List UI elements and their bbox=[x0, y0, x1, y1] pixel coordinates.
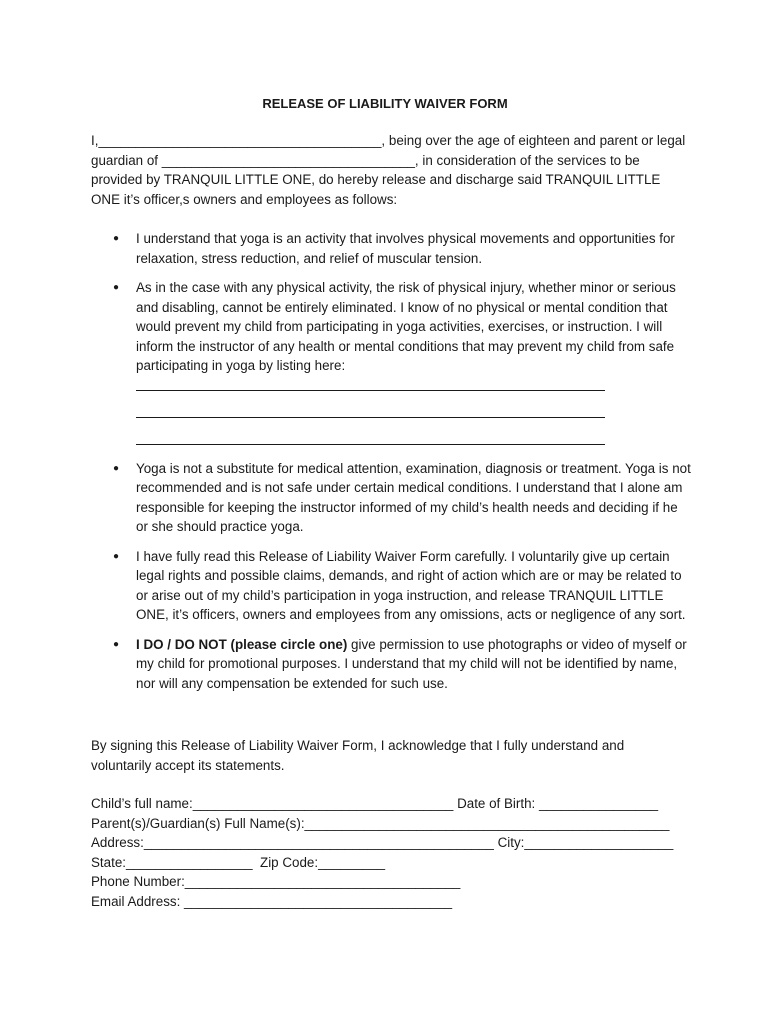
conditions-line[interactable] bbox=[136, 444, 605, 445]
term-text: As in the case with any physical activity, the risk of physical injury, whether minor or serious and disabling, cannot be entirely eliminated. I know of no physical or mental condition that would prevent my child from participating in yoga activities, exercises, or instruction. I will inform the instructor of any health or mental conditions that may prevent my child from safe participating in yoga by listing here: bbox=[136, 280, 676, 373]
child-name-dob-field[interactable]: Child’s full name:___________________________________ Date of Birth: ________________ bbox=[91, 796, 659, 811]
term-release-of-rights bbox=[113, 547, 693, 625]
term-text: give permission to use photographs or video of myself or my child for promotional purposes. I understand that my child will not be identified by name, nor will any compensation be extended for such use. bbox=[136, 636, 687, 691]
terms-list bbox=[113, 229, 693, 693]
email-field[interactable]: Email Address: ____________________________________ bbox=[91, 893, 453, 909]
address-city-field[interactable]: Address:_______________________________________________ City:____________________ bbox=[91, 835, 674, 850]
phone-field[interactable]: Phone Number:_____________________________________ bbox=[91, 874, 461, 889]
signup-fields bbox=[91, 794, 691, 911]
term-text: I have fully read this Release of Liability Waiver Form carefully. I voluntarily give up certain legal rights and possible claims, demands, and right of action which are or may be related to or arise out of my child’s participation in yoga instruction, and release TRANQUIL LITTLE ONE, it’s officers, owners and employees from any omissions, acts or negligence of any sort. bbox=[136, 548, 686, 622]
term-photo-permission bbox=[113, 635, 693, 694]
term-text: I understand that yoga is an activity that involves physical movements and opportunities for relaxation, stress reduction, and relief of muscular tension. bbox=[136, 231, 675, 266]
term-text: Yoga is not a substitute for medical attention, examination, diagnosis or treatment. Yoga is not recommended and is not safe under certain medical conditions. I understand that I alone am responsible for keeping the instructor informed of my child’s health needs and deciding if he or she should practice yoga. bbox=[136, 460, 691, 534]
closing-statement: By signing this Release of Liability Waiver Form, I acknowledge that I fully understand and voluntarily accept its statements. bbox=[91, 738, 625, 773]
term-yoga-activity bbox=[113, 229, 693, 268]
intro-paragraph: I,______________________________________, being over the age of eighteen and parent or legal guardian of __________________________________, in consideration of the services to be provided by TRANQUIL LITTLE ONE, do hereby release and discharge said TRANQUIL LITTLE ONE it’s officer,s owners and employees as follows: bbox=[91, 133, 686, 207]
circle-one-choice[interactable]: I DO / DO NOT (please circle one) bbox=[136, 636, 348, 652]
state-zip-field[interactable]: State:_________________ Zip Code:_________ bbox=[91, 854, 386, 870]
conditions-line[interactable] bbox=[136, 390, 605, 391]
parent-names-field[interactable]: Parent(s)/Guardian(s) Full Name(s):_________________________________________________ bbox=[91, 815, 670, 831]
term-not-medical-substitute bbox=[113, 459, 693, 537]
conditions-line[interactable] bbox=[136, 417, 605, 418]
term-risk-of-injury bbox=[113, 278, 693, 445]
form-title: RELEASE OF LIABILITY WAIVER FORM bbox=[262, 96, 508, 111]
conditions-listing bbox=[136, 390, 693, 445]
